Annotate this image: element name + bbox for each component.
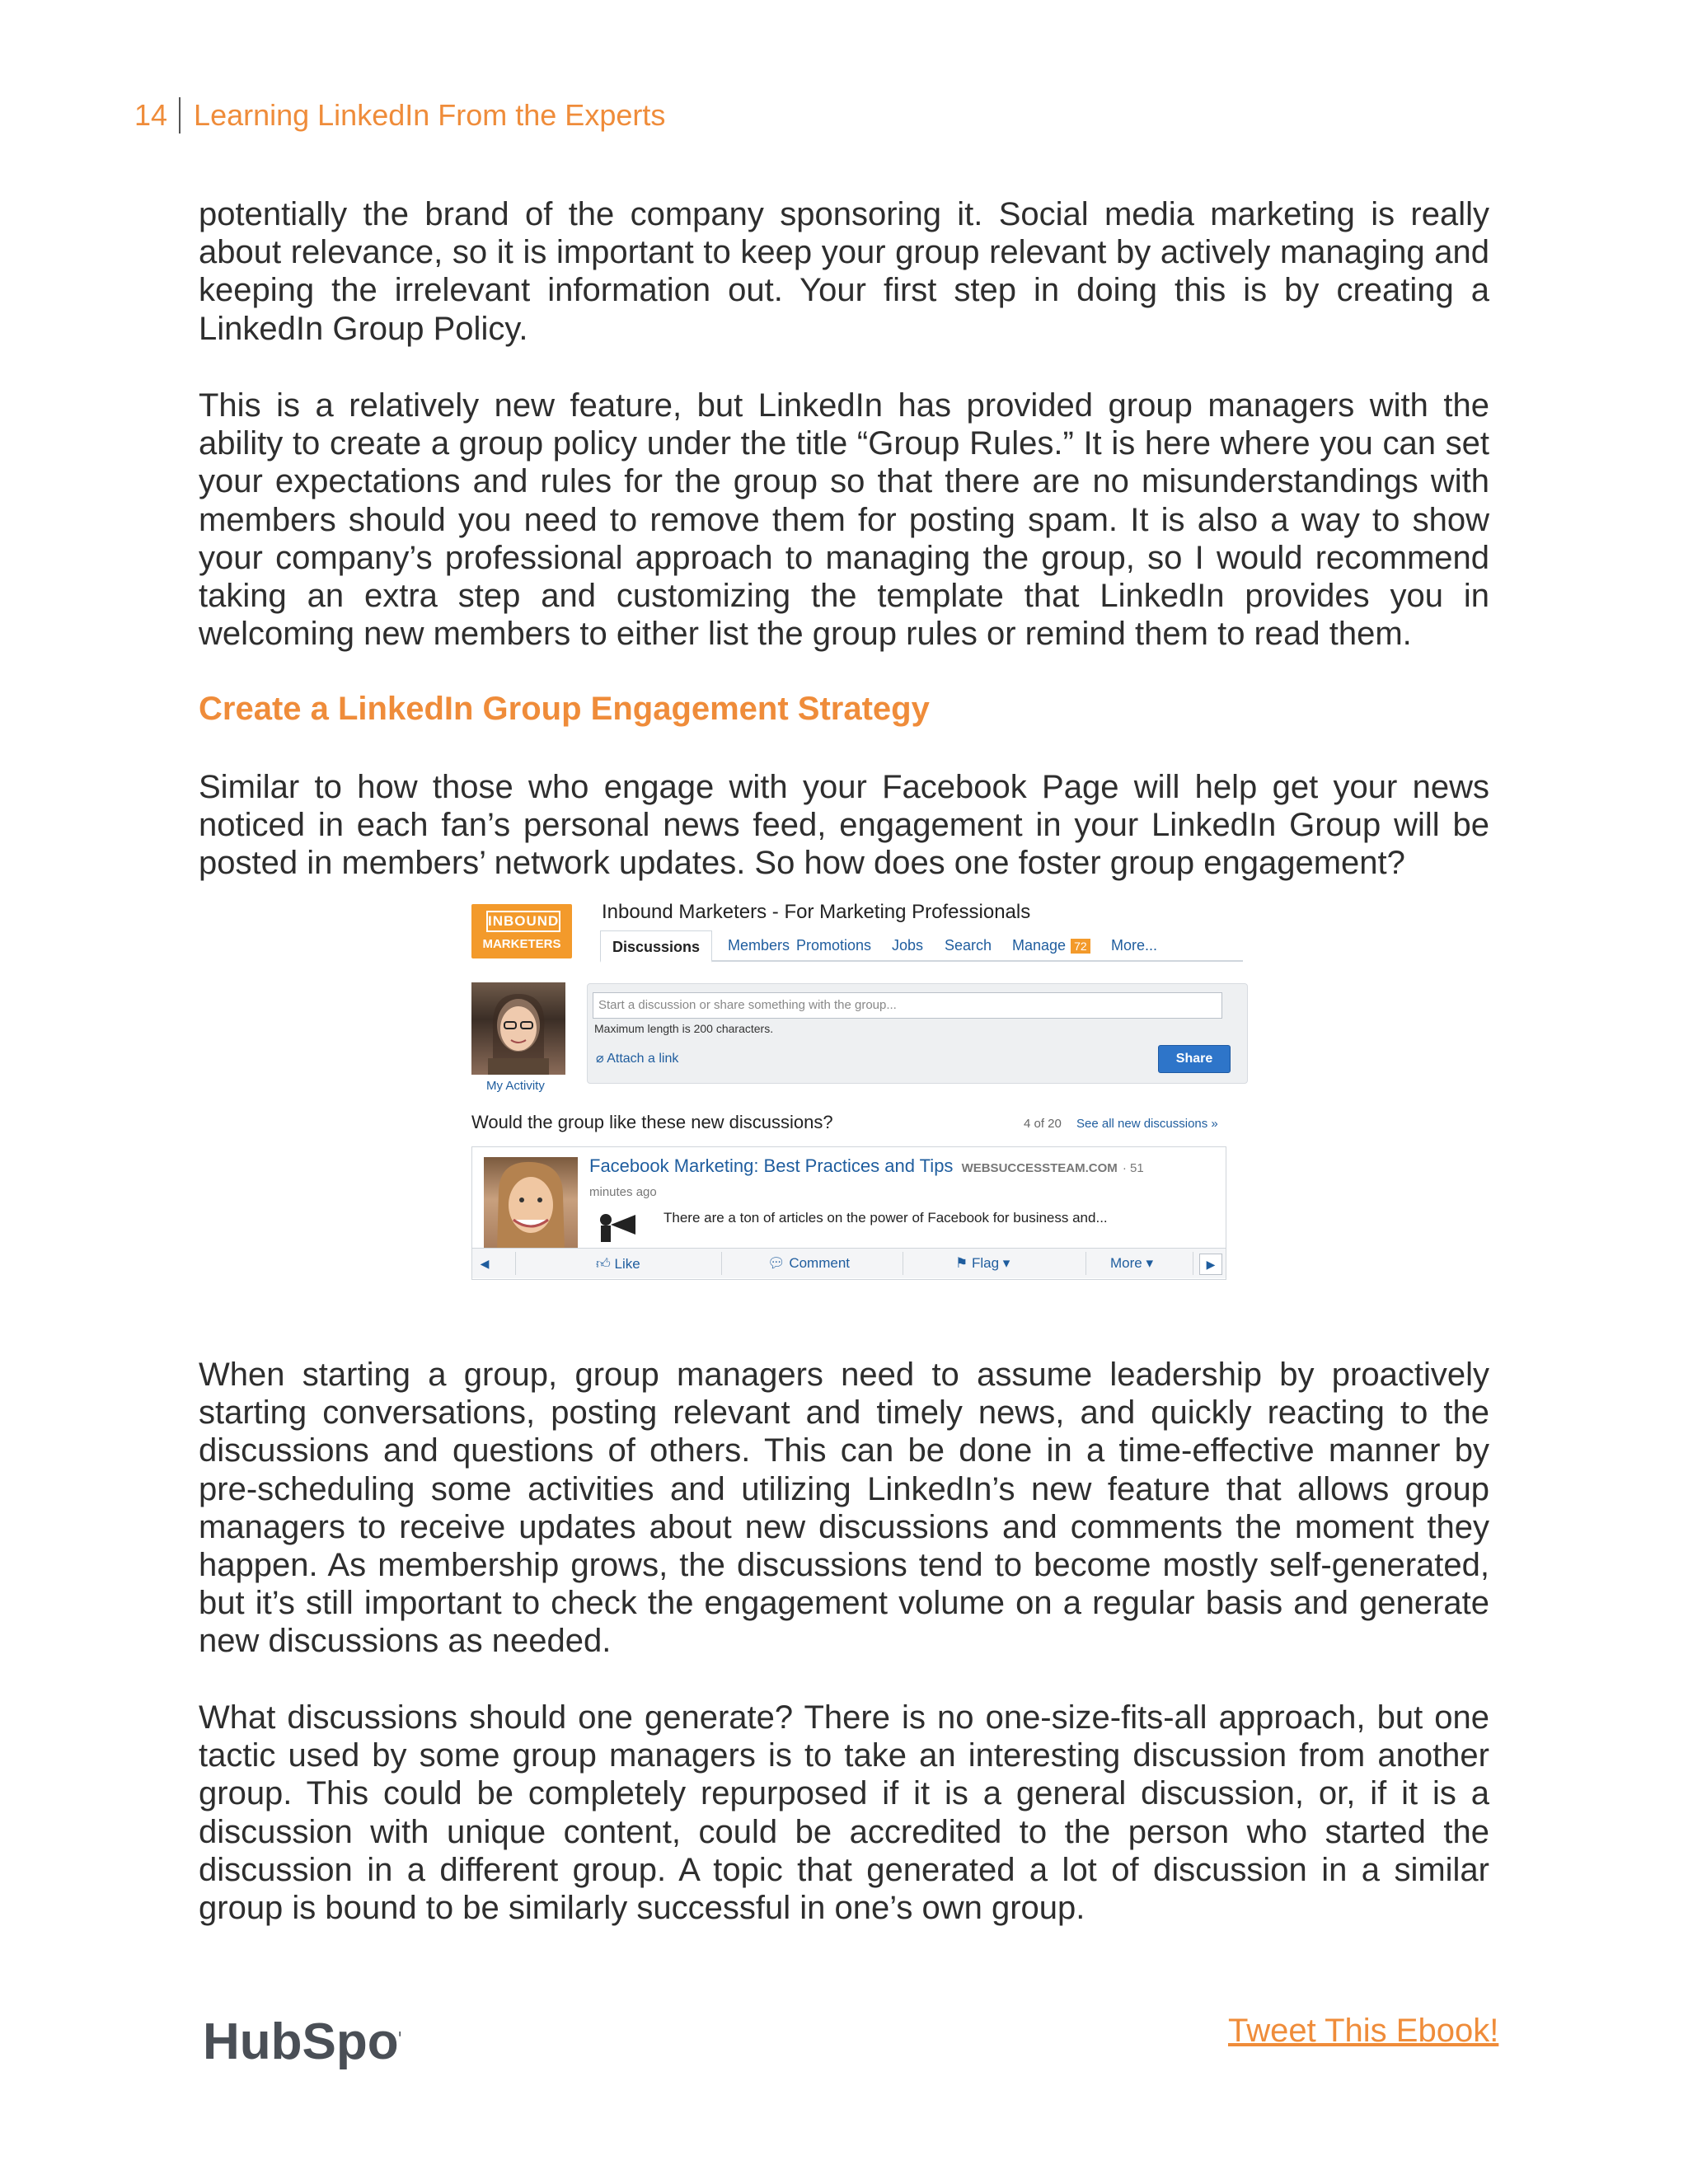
- post-title-line: [589, 1155, 1144, 1177]
- my-activity-link[interactable]: My Activity: [486, 1079, 545, 1093]
- tab-search[interactable]: Search: [945, 937, 992, 954]
- header-divider: [179, 97, 181, 134]
- post-excerpt: There are a ton of articles on the power of Facebook for business and...: [663, 1210, 1108, 1226]
- tab-discussions[interactable]: Discussions: [600, 930, 712, 963]
- paragraph-3: Similar to how those who engage with your Facebook Page will help get your news noticed in each fan’s personal news feed, engagement in your LinkedIn Group will be posted in members’ network updates. So how does one foster group engagement?: [199, 769, 1489, 882]
- action-divider: [721, 1252, 722, 1275]
- comment-icon: 💬︎: [767, 1255, 790, 1271]
- like-button[interactable]: [596, 1255, 640, 1272]
- tab-manage[interactable]: [1012, 937, 1090, 954]
- post-title[interactable]: Facebook Marketing: Best Practices and Tips: [589, 1155, 954, 1176]
- paragraph-2: This is a relatively new feature, but LinkedIn has provided group managers with the ability to create a group policy under the title “Group Rules.” It is here where you can set your expectations and rules for the group so that there are no misunderstandings with members should you need to remove them for posting spam. It is also a way to show your company’s professional approach to managing the group, so I would recommend taking an extra step and customizing the template that LinkedIn provides you in welcoming new members to either list the group rules or remind them to read them.: [199, 387, 1489, 653]
- discussion-count: 4 of 20: [1024, 1117, 1062, 1131]
- paragraph-5: What discussions should one generate? There is no one-size-fits-all approach, but one tactic used by some group managers is to take an interesting discussion from another group. This could be completely repurposed if it is a general discussion, or, if it is a discussion with unique content, could be accredited to the person who started the discussion in a different group. A topic that generated a lot of discussion in a similar group is bound to be similarly successful in one’s own group.: [199, 1699, 1489, 1927]
- post-minutes: · 51: [1122, 1161, 1144, 1175]
- section-heading: Create a LinkedIn Group Engagement Strategy: [199, 691, 930, 727]
- group-tabs: [600, 930, 1243, 962]
- logo-marketers-text: MARKETERS: [482, 937, 561, 951]
- user-avatar-image: [471, 982, 565, 1075]
- post-site: WEBSUCCESSTEAM.COM: [961, 1161, 1118, 1175]
- running-header: [134, 97, 665, 134]
- header-title: Learning LinkedIn From the Experts: [194, 98, 666, 132]
- tab-jobs[interactable]: Jobs: [892, 937, 924, 954]
- tab-promotions[interactable]: Promotions: [796, 937, 872, 954]
- paragraph-1: potentially the brand of the company sponsoring it. Social media marketing is really about relevance, so it is important to keep your group relevant by actively managing and keeping the irrelevant information out. Your first step in doing this is by creating a LinkedIn Group Policy.: [199, 196, 1489, 347]
- poster-avatar-image: [484, 1157, 578, 1251]
- discussion-input[interactable]: Start a discussion or share something with the group...: [593, 992, 1222, 1019]
- group-title: Inbound Marketers - For Marketing Professionals: [602, 901, 1031, 923]
- action-divider: [1085, 1252, 1086, 1275]
- megaphone-icon: [596, 1208, 640, 1246]
- logo-inbound-text: INBOUND: [486, 911, 560, 932]
- flag-label: Flag ▾: [971, 1255, 1010, 1271]
- like-label: Like: [614, 1256, 640, 1272]
- tweet-ebook-link[interactable]: Tweet This Ebook!: [1228, 2013, 1499, 2049]
- prev-arrow-button[interactable]: ◀: [480, 1257, 490, 1270]
- action-divider: [515, 1252, 516, 1275]
- comment-button[interactable]: [767, 1255, 850, 1272]
- share-box: [587, 983, 1248, 1084]
- discussion-card: [471, 1146, 1226, 1280]
- hubspot-logo-text: HubSpot: [203, 2013, 401, 2070]
- next-arrow-button[interactable]: ▶: [1199, 1254, 1222, 1275]
- user-avatar[interactable]: [471, 982, 565, 1075]
- hubspot-logo-graphic: [203, 2003, 401, 2077]
- hubspot-logo: [203, 2003, 401, 2077]
- flag-button[interactable]: [955, 1255, 1010, 1272]
- paragraph-4: When starting a group, group managers need to assume leadership by proactively starting conversations, posting relevant and timely news, and quickly reacting to the discussions and questions of others. This can be done in a time-effective manner by pre-scheduling some activities and utilizing LinkedIn’s new feature that allows group managers to receive updates about new discussions and comments the moment they happen. As membership grows, the discussions tend to become mostly self-generated, but it’s still important to check the engagement volume on a regular basis and generate new discussions as needed.: [199, 1357, 1489, 1660]
- flag-icon: ⚑: [955, 1255, 972, 1271]
- page-number: 14: [134, 98, 168, 132]
- tab-more[interactable]: More...: [1111, 937, 1158, 954]
- poster-avatar[interactable]: [484, 1157, 578, 1251]
- max-length-hint: Maximum length is 200 characters.: [594, 1022, 774, 1035]
- suggested-discussions-title: Would the group like these new discussions?: [471, 1112, 833, 1132]
- post-time-ago: minutes ago: [589, 1185, 657, 1199]
- inbound-marketers-logo: [471, 904, 572, 958]
- attach-link[interactable]: [596, 1050, 678, 1066]
- share-button[interactable]: Share: [1158, 1045, 1231, 1073]
- manage-badge: 72: [1071, 939, 1090, 954]
- like-icon: 👍︎: [596, 1256, 615, 1272]
- linkedin-group-screenshot: [470, 894, 1253, 1306]
- paperclip-icon: ⌀: [596, 1052, 607, 1066]
- tab-members[interactable]: Members: [728, 937, 790, 954]
- tab-manage-label: Manage: [1012, 937, 1067, 954]
- see-all-link[interactable]: See all new discussions »: [1076, 1117, 1218, 1131]
- discussion-actions: [472, 1248, 1226, 1278]
- comment-label: Comment: [789, 1255, 850, 1271]
- more-actions-button[interactable]: More ▾: [1110, 1255, 1153, 1271]
- attach-link-label: Attach a link: [607, 1052, 679, 1066]
